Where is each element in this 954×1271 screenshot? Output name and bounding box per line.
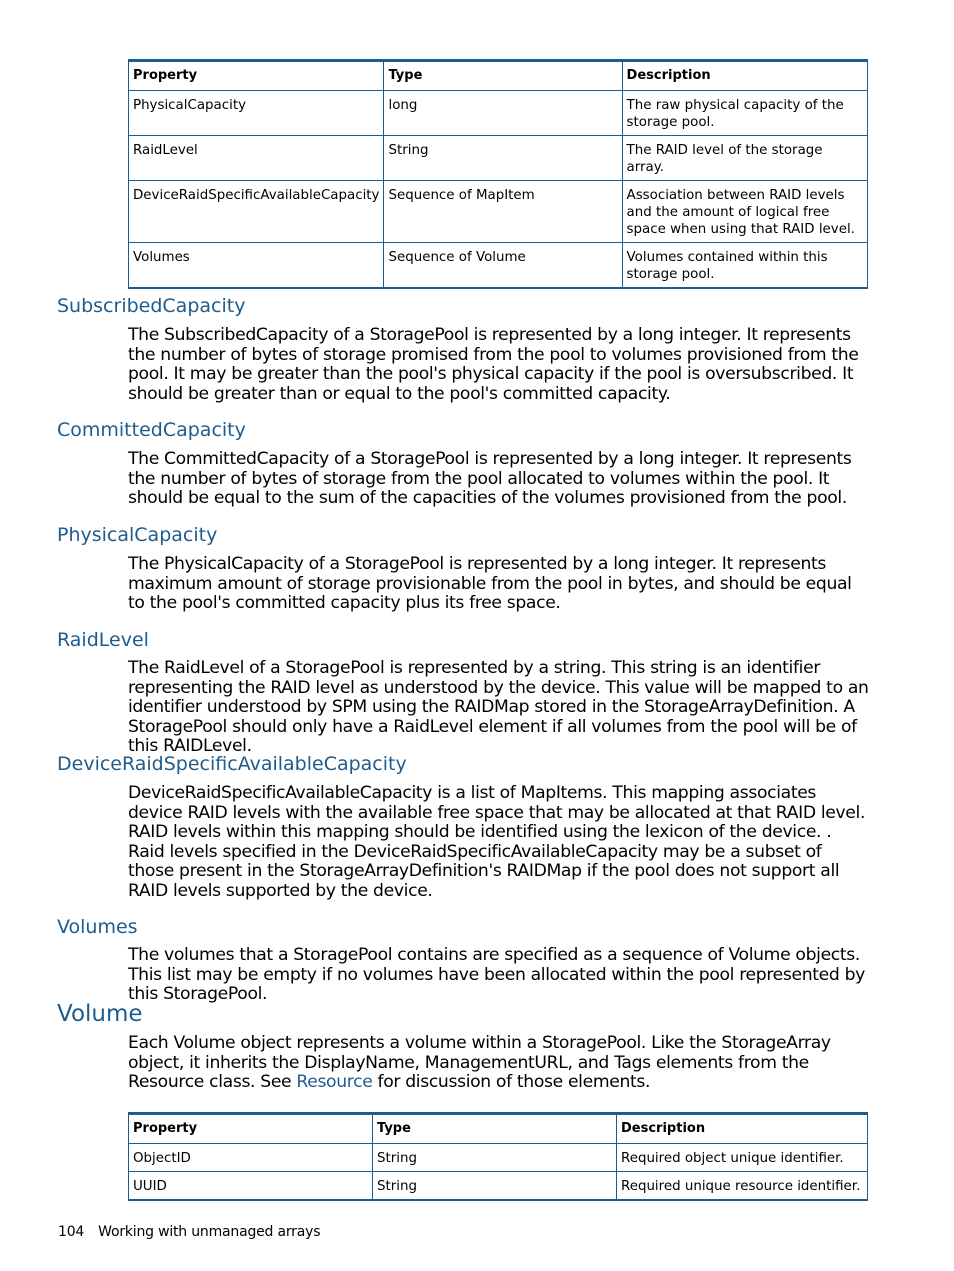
volume-properties-table [128,1112,868,1201]
cell-type: String [373,1172,617,1201]
section-heading-physicalcapacity: PhysicalCapacity [57,524,218,546]
section-heading-raidlevel: RaidLevel [57,629,149,651]
page-footer [58,1223,320,1241]
table-row [129,136,868,181]
section-heading-committedcapacity: CommittedCapacity [57,419,246,441]
cell-description: The RAID level of the storage array. [622,136,867,181]
column-header-property: Property [129,1114,373,1144]
cell-type: long [384,91,622,136]
cell-property: Volumes [129,243,384,289]
page-number: 104 [58,1224,85,1240]
column-header-type: Type [384,61,622,91]
storagepool-properties-table [128,59,868,289]
section-body-committedcapacity: The CommittedCapacity of a StoragePool is represented by a long integer. It represents the number of bytes of storage from the pool allocated to volumes within the pool. It should be equal to the sum of the capacities of the volumes provisioned from the pool. [128,449,852,508]
cell-description: The raw physical capacity of the storage pool. [622,91,867,136]
table-row [129,91,868,136]
cell-property: ObjectID [129,1144,373,1172]
section-heading-volume: Volume [57,1001,143,1027]
volume-body-text: Each Volume object represents a volume within a StoragePool. Like the StorageArray object, it inherits the DisplayName, ManagementURL, and Tags elements from the Resource class. See [128,1033,831,1092]
column-header-type: Type [373,1114,617,1144]
table-row [129,1144,868,1172]
section-body-deviceraidspecificavailablecapacity: DeviceRaidSpecificAvailableCapacity is a list of MapItems. This mapping associates device RAID levels with the available free space that may be allocated at that RAID level. RAID levels within this mapping should be identified using the lexicon of the device. . Raid levels specified in the DeviceRaidSpecificAvailableCapacity may be a subset of those present in the StorageArrayDefinition's RAIDMap if the pool does not support all RAID levels supported by the device. [128,783,866,901]
cell-description: Association between RAID levels and the amount of logical free space when using that RAID level. [622,181,867,243]
section-body-subscribedcapacity: The SubscribedCapacity of a StoragePool is represented by a long integer. It represents the number of bytes of storage promised from the pool to volumes provisioned from the pool. It may be greater than the pool's physical capacity if the pool is oversubscribed. It should be greater than or equal to the pool's committed capacity. [128,325,859,404]
section-heading-volumes: Volumes [57,916,138,938]
cell-property: DeviceRaidSpecificAvailableCapacity [129,181,384,243]
column-header-property: Property [129,61,384,91]
cell-description: Required object unique identifier. [617,1144,868,1172]
resource-link[interactable]: Resource [296,1072,373,1092]
cell-type: String [373,1144,617,1172]
column-header-description: Description [622,61,867,91]
cell-type: Sequence of MapItem [384,181,622,243]
table-row [129,181,868,243]
section-body-volume [128,1034,870,1093]
table-row [129,243,868,289]
cell-description: Required unique resource identifier. [617,1172,868,1201]
column-header-description: Description [617,1114,868,1144]
section-heading-deviceraidspecificavailablecapacity: DeviceRaidSpecificAvailableCapacity [57,753,407,775]
section-body-raidlevel: The RaidLevel of a StoragePool is represented by a string. This string is an identifier representing the RAID level as understood by the device. This value will be mapped to an identifier understood by SPM using the RAIDMap stored in the StorageArrayDefinition. A StoragePool should only have a RaidLevel element if all volumes from the pool will be of this RAIDLevel. [128,658,869,756]
table-header-row [129,61,868,91]
cell-type: String [384,136,622,181]
chapter-title: Working with unmanaged arrays [98,1224,321,1240]
table-header-row [129,1114,868,1144]
cell-description: Volumes contained within this storage pool. [622,243,867,289]
section-body-volumes: The volumes that a StoragePool contains are specified as a sequence of Volume objects. This list may be empty if no volumes have been allocated within the pool represented by this StoragePool. [128,945,865,1004]
section-heading-subscribedcapacity: SubscribedCapacity [57,295,246,317]
volume-body-text-end: for discussion of those elements. [372,1072,651,1092]
cell-property: UUID [129,1172,373,1201]
table-row [129,1172,868,1201]
section-body-physicalcapacity: The PhysicalCapacity of a StoragePool is represented by a long integer. It represents maximum amount of storage provisionable from the pool in bytes, and should be equal to the pool's committed capacity plus its free space. [128,554,852,613]
cell-type: Sequence of Volume [384,243,622,289]
cell-property: RaidLevel [129,136,384,181]
cell-property: PhysicalCapacity [129,91,384,136]
